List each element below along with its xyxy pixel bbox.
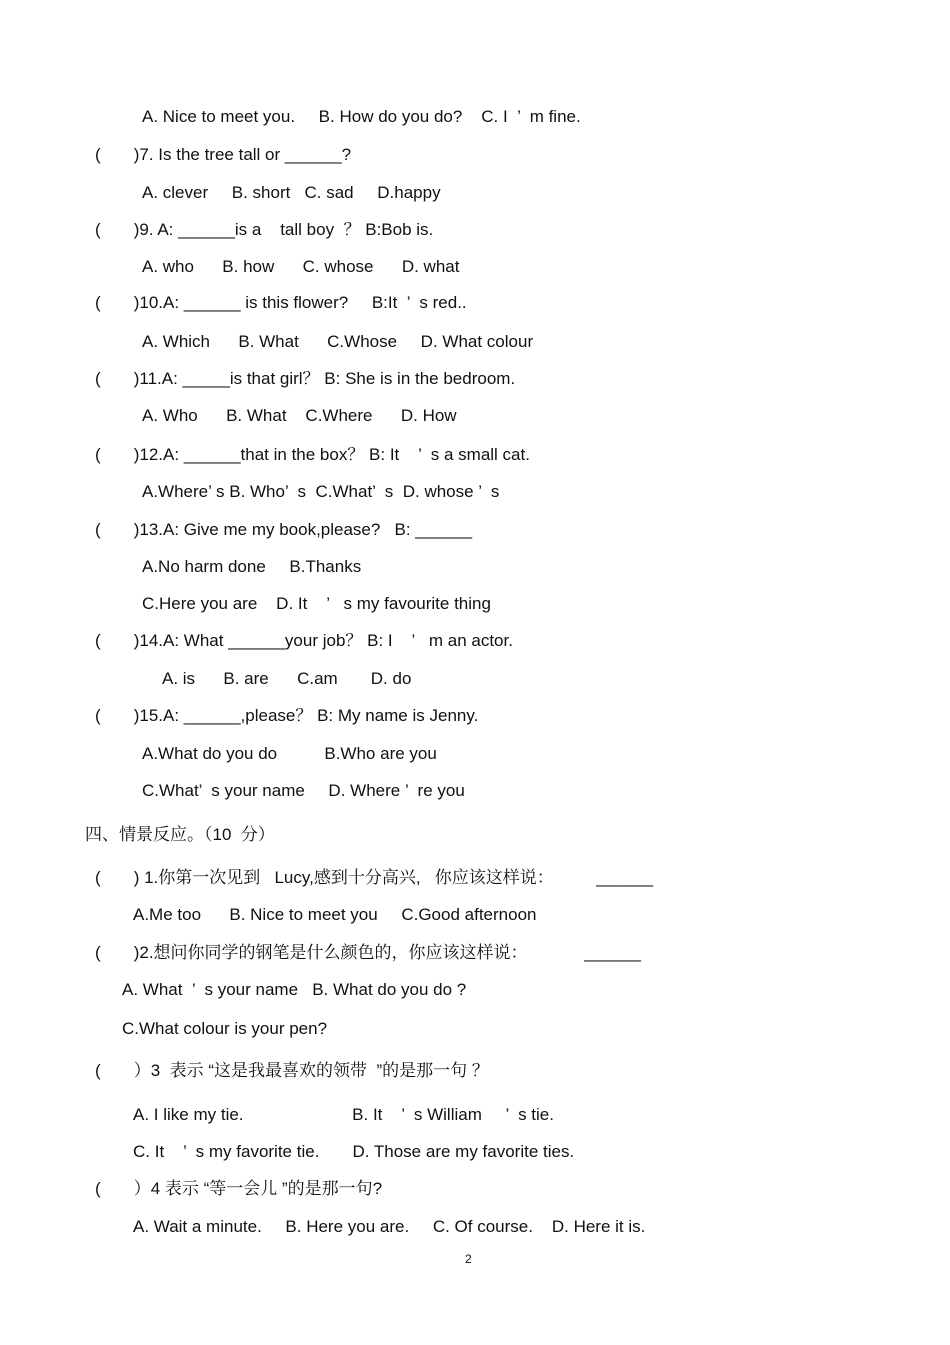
option-row-s3a: A. I like my tie. B. It ’ s William ’ s tie. — [133, 1105, 554, 1124]
option-row-s1: A.Me too B. Nice to meet you C.Good afternoon — [133, 905, 537, 924]
situation-3: ( ）3 表示 “这是我最喜欢的领带 ”的是那一句 ？ — [95, 1061, 489, 1080]
option-row-s2a: A. What ’ s your name B. What do you do ? — [122, 980, 467, 999]
option-row-q13a: A.No harm done B.Thanks — [142, 557, 362, 576]
situation-2: ( )2.想问你同学的钢笔是什么颜色的，你应该这样说： ______ — [95, 943, 641, 962]
option-row-q12: A.Where’ s B. Who’ s C.What’ s D. whose ’ s — [142, 482, 500, 501]
option-row-s3b: C. It ’ s my favorite tie. D. Those are my favorite ties. — [133, 1142, 575, 1161]
question-14: ( )14.A: What ______your job？ B: I ’ m an actor. — [95, 631, 513, 650]
option-row-q15b: C.What’ s your name D. Where ’ re you — [142, 781, 465, 800]
option-row-q13b: C.Here you are D. It ’ s my favourite thing — [142, 594, 491, 613]
option-row-q14: A. is B. are C.am D. do — [162, 669, 412, 688]
situation-4: ( ）4 表示 “等一会儿 ”的是那一句? — [95, 1179, 383, 1198]
question-7: ( )7. Is the tree tall or ______? — [95, 145, 352, 164]
option-row-s4: A. Wait a minute. B. Here you are. C. Of course. D. Here it is. — [133, 1217, 646, 1236]
option-row-q11: A. Who B. What C.Where D. How — [142, 406, 457, 425]
option-row-q6: A. Nice to meet you. B. How do you do? C. I ’ m fine. — [142, 107, 581, 126]
section-heading: 四、情景反应。（10 分） — [85, 825, 275, 844]
question-11: ( )11.A: _____is that girl？ B: She is in the bedroom. — [95, 369, 516, 388]
option-row-q10: A. Which B. What C.Whose D. What colour — [142, 332, 534, 351]
option-row-q9: A. who B. how C. whose D. what — [142, 257, 460, 276]
question-13: ( )13.A: Give me my book,please? B: ______ — [95, 520, 473, 539]
question-12: ( )12.A: ______that in the box？ B: It ’ s a small cat. — [95, 445, 530, 464]
situation-1: ( ) 1.你第一次见到 Lucy,感到十分高兴, 你应该这样说： ______ — [95, 868, 653, 887]
option-row-q7: A. clever B. short C. sad D.happy — [142, 183, 441, 202]
question-9: ( )9. A: ______is a tall boy ？ B:Bob is. — [95, 220, 434, 239]
page-number: 2 — [465, 1252, 472, 1266]
option-row-q15a: A.What do you do B.Who are you — [142, 744, 437, 763]
question-10: ( )10.A: ______ is this flower? B:It ’ s red.. — [95, 293, 467, 312]
option-row-s2b: C.What colour is your pen? — [122, 1019, 328, 1038]
question-15: ( )15.A: ______,please？ B: My name is Jenny. — [95, 706, 479, 725]
